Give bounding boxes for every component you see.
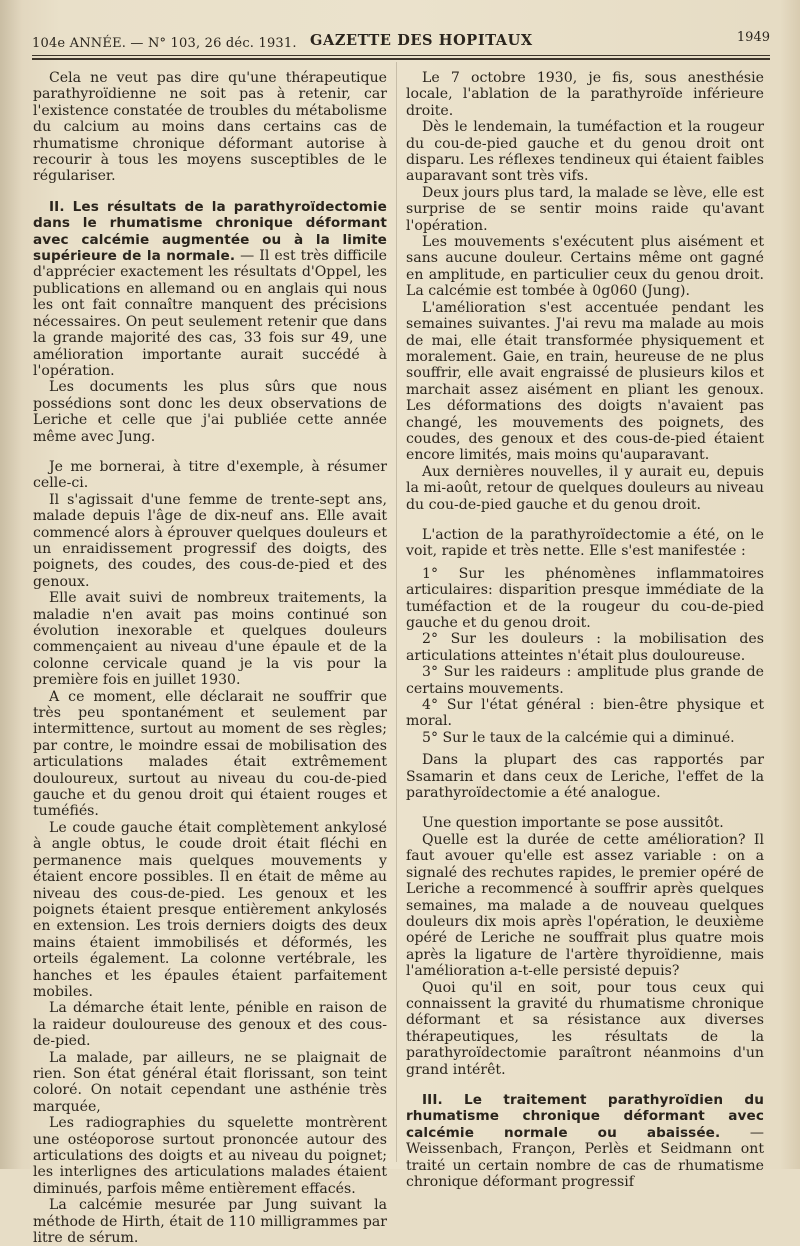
right-column: [406, 70, 764, 1190]
paragraph: Je me bornerai, à titre d'exemple, à résumer celle-ci.: [33, 458, 387, 492]
paragraph: Quelle est la durée de cette amélioration? Il faut avouer qu'elle est assez variable : on a signalé des rechutes rapides, le premier opéré de Leriche a recommencé à souffrir après quelques semaines, ma malade a de nouveau quelques douleurs dix mois après l'opération, le deuxième opéré de Leriche ne souffrait plus quatre mois après la ligature de l'artère thyroïdienne, mais l'amélioration a-t-elle persisté depuis?: [406, 831, 764, 980]
paragraph: Une question importante se pose aussitôt.: [422, 815, 724, 832]
paragraph: L'amélioration s'est accentuée pendant les semaines suivantes. J'ai revu ma malade au mois de mai, elle était transformée physiquement et moralement. Gaie, en train, heureuse de ne plus souffrir, elle avait engraissé de plusieurs kilos et marchait assez aisément en pliant les genoux. Les déformations des doigts n'avaient pas changé, les mouvements des poignets, des coudes, des genoux et des cous-de-pied étaient encore limités, mais moins qu'auparavant.: [406, 299, 764, 464]
list-item: 2° Sur les douleurs : la mobilisation des articulations atteintes n'était plus douloureuse.: [406, 631, 764, 664]
paragraph: La calcémie mesurée par Jung suivant la méthode de Hirth, était de 110 milligrammes par litre de sérum.: [33, 1197, 387, 1246]
journal-title: GAZETTE DES HOPITAUX: [310, 32, 533, 49]
list-item: 1° Sur les phénomènes inflammatoires articulaires: disparition presque immédiate de la tuméfaction et de la rougeur du cou-de-pied gauche et du genou droit.: [406, 565, 764, 631]
page-number: 1949: [736, 30, 770, 45]
paragraph: L'action de la parathyroïdectomie a été, on le voit, rapide et très nette. Elle s'est manifestée :: [406, 526, 764, 560]
paragraph: Dès le lendemain, la tuméfaction et la rougeur du cou-de-pied gauche et du genou droit ont disparu. Les réflexes tendineux qui étaient faibles auparavant sont très vifs.: [406, 119, 764, 185]
issue-info: 104e ANNÉE. — N° 103, 26 déc. 1931.: [32, 36, 297, 51]
paragraph: Il s'agissait d'une femme de trente-sept ans, malade depuis l'âge de dix-neuf ans. Elle avait commencé alors à éprouver quelques douleurs et un enraidissement progressif des doigts, des poignets, des coudes, des cous-de-pied et des genoux.: [33, 491, 387, 590]
paragraph: Les radiographies du squelette montrèrent une ostéoporose surtout prononcée autour des articulations des doigts et au niveau du poignet; les interlignes des articulations malades étaient diminués, parfois même entièrement effacés.: [33, 1115, 387, 1197]
paragraph: Le 7 octobre 1930, je fis, sous anesthésie locale, l'ablation de la parathyroïde inférieure droite.: [406, 70, 764, 119]
paragraph: Le coude gauche était complètement ankylosé à angle obtus, le coude droit était fléchi en permanence mais quelques mouvements y étaient encore possibles. Il en était de même au niveau des cous-de-pied. Les genoux et les poignets étaient presque entièrement ankylosés en extension. Les trois derniers doigts des deux mains étaient immobilisés et déformés, les orteils également. La colonne vertébrale, les hanches et les épaules étaient parfaitement mobiles.: [33, 819, 387, 1000]
header-rule-thin: [32, 55, 770, 56]
paragraph: Aux dernières nouvelles, il y aurait eu, depuis la mi-août, retour de quelques douleurs au niveau du cou-de-pied gauche et du genou droit.: [406, 463, 764, 513]
paragraph: Elle avait suivi de nombreux traitements, la maladie n'en avait pas moins continué son évolution inexorable et quelques douleurs commençaient au niveau d'une épaule et de la colonne cervicale quand je la vis pour la première fois en juillet 1930.: [33, 590, 387, 689]
section-3-text: — Weissenbach, Françon, Perlès et Seidmann ont traité un certain nombre de cas de rhumatisme chronique déformant progressif: [406, 1124, 764, 1190]
paragraph: Les documents les plus sûrs que nous possédions sont donc les deux observations de Leriche et celle que j'ai publiée cette année même avec Jung.: [33, 379, 387, 445]
list-item: 4° Sur l'état général : bien-être physique et moral.: [406, 697, 764, 730]
header-rule-thick: [32, 58, 770, 60]
paragraph: Cela ne veut pas dire qu'une thérapeutique parathyroïdienne ne soit pas à retenir, car l'existence constatée de troubles du métabolisme du calcium au moins dans certains cas de rhumatisme chronique déformant autorise à recourir à tous les moyens susceptibles de le régulariser.: [33, 70, 387, 185]
section-3-title: III. Le traitement parathyroïdien du rhumatisme chronique déformant avec calcémie normale ou abaissée.: [406, 1091, 764, 1141]
list-item: 5° Sur le taux de la calcémie qui a diminué.: [422, 729, 735, 746]
paragraph: La malade, par ailleurs, ne se plaignait de rien. Son état général était florissant, son teint coloré. On notait cependant une asthénie très marquée,: [33, 1049, 387, 1115]
section-3-paragraph: [406, 1092, 764, 1190]
paragraph: La démarche était lente, pénible en raison de la raideur douloureuse des genoux et des cous-de-pied.: [33, 1000, 387, 1050]
section-2-title: II. Les résultats de la parathyroïdectomie dans le rhumatisme chronique déformant avec calcémie augmentée ou à la limite supérieure de la normale.: [33, 198, 387, 265]
paragraph: Deux jours plus tard, la malade se lève, elle est surprise de se sentir moins raide qu'avant l'opération.: [406, 184, 764, 234]
paragraph: A ce moment, elle déclarait ne souffrir que très peu spontanément et seulement par intermittence, surtout au moment de ses règles; par contre, le moindre essai de mobilisation des articulations malades était extrêmement douloureux, surtout au niveau du cou-de-pied gauche et du genou droit qui étaient rouges et tuméfiés.: [33, 688, 387, 820]
left-column: [33, 70, 387, 1246]
paragraph: Dans la plupart des cas rapportés par Ssamarin et dans ceux de Leriche, l'effet de la parathyroïdectomie a été analogue.: [406, 752, 764, 802]
column-divider: [396, 62, 397, 1162]
page-header: [32, 30, 770, 52]
paragraph: Les mouvements s'exécutent plus aisément et sans aucune douleur. Certains même ont gagné en amplitude, en particulier ceux du genou droit. La calcémie est tombée à 0g060 (Jung).: [406, 234, 764, 300]
paragraph: Quoi qu'il en soit, pour tous ceux qui connaissent la gravité du rhumatisme chronique déformant et sa résistance aux diverses thérapeutiques, les résultats de la parathyroïdectomie paraîtront néanmoins d'un grand intérêt.: [406, 979, 764, 1078]
section-2-text: — Il est très difficile d'apprécier exactement les résultats d'Oppel, les publications en allemand ou en anglais qui nous les ont fait connaître manquent des précisions nécessaires. On peut seulement retenir que dans la grande majorité des cas, 33 fois sur 49, une amélioration importante aurait succédé à l'opération.: [33, 248, 387, 379]
section-2-paragraph: [33, 199, 387, 379]
list-item: 3° Sur les raideurs : amplitude plus grande de certains mouvements.: [406, 664, 764, 697]
